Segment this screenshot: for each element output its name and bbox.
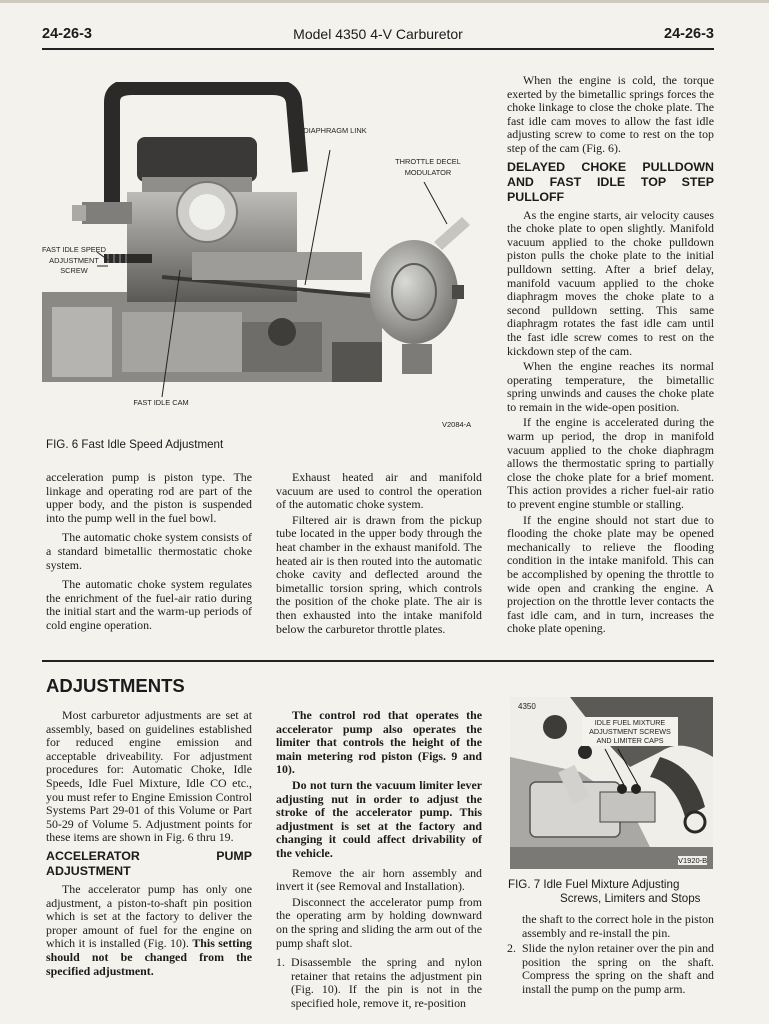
figure-6-caption: FIG. 6 Fast Idle Speed Adjustment (46, 438, 224, 451)
upper-column-1 (46, 471, 252, 635)
figure-7-code: V1920-B (678, 856, 708, 865)
section-heading-adjustments: ADJUSTMENTS (46, 675, 185, 696)
step-number: 2. (507, 941, 516, 956)
paragraph-bold: Do not turn the vacuum limiter lever adjusting nut in order to adjust the stroke of the accelerator pump. This adjustment is set at the factory and changing it could affect drivability of the vehicle. (276, 777, 482, 860)
paragraph: Exhaust heated air and manifold vacuum are used to control the operation of the automatic choke system. (276, 470, 482, 512)
step-text: Slide the nylon retainer over the pin and position the spring on the shaft. Compress the spring on the shaft and install the pump on the pump arm. (522, 941, 714, 996)
paragraph: Disconnect the accelerator pump from the operating arm by holding downward on the spring and sliding the arm out of the pump shaft slot. (276, 894, 482, 950)
callout-diaphragm-link: DIAPHRAGM LINK (303, 126, 367, 135)
paragraph: The automatic choke system consists of a standard bimetallic thermostatic choke system. (46, 530, 252, 572)
paragraph: the shaft to the correct hole in the piston assembly and re-install the pin. (522, 912, 714, 940)
paragraph (46, 883, 252, 978)
figure-7-caption-line-2: Screws, Limiters and Stops (560, 892, 701, 905)
figure-6-code: V2084-A (442, 420, 472, 429)
lower-column-3 (507, 913, 714, 999)
upper-column-3 (507, 74, 714, 638)
upper-column-2 (276, 471, 482, 638)
paragraph-bold-text: This setting should not be changed from the specified adjustment. (46, 936, 252, 978)
section-rule (42, 660, 714, 662)
paragraph-bold: The control rod that operates the accelerator pump also operates the limiter that controls the height of the main metering rod piston (Figs. 9 and 10). (276, 708, 482, 777)
lower-column-2 (276, 709, 482, 1012)
step-list (507, 942, 714, 996)
step-item (276, 956, 482, 1010)
section-heading-delayed-choke: DELAYED CHOKE PULLDOWN AND FAST IDLE TOP STEP PULLOFF (507, 159, 714, 204)
paragraph: When the engine is cold, the torque exerted by the bimetallic springs forces the choke linkage to close the choke plate. The fast idle cam moves to allow the fast idle adjusting screw to come to rest on the top step of the cam (Fig. 6). (507, 73, 714, 155)
page-title: Model 4350 4-V Carburetor (293, 26, 463, 42)
paragraph-text: The accelerator pump has only one adjustment, a piston-to-shaft pin position which is set at the factory to deliver the proper amount of fuel for the engine on which it is installed (Fig. 10). (46, 881, 252, 951)
callout-throttle-decel-modulator: THROTTLE DECEL MODULATOR (395, 157, 461, 177)
step-number: 1. (276, 955, 285, 970)
callout-fast-idle-screw: FAST IDLE SPEED ADJUSTMENT SCREW (42, 245, 106, 276)
paragraph: If the engine is accelerated during the warm up period, the drop in manifold vacuum applied to the choke diaphragm allows the thermostatic spring to partially close the choke plate for a brief moment. This action provides a richer fuel-air ratio to prevent engine stumble or stalling. (507, 415, 714, 512)
paragraph: acceleration pump is piston type. The linkage and operating rod are part of the upper body, and the piston is suspended into the pump well in the fuel bowl. (46, 470, 252, 525)
page-number-left: 24-26-3 (42, 26, 92, 42)
paragraph: Most carburetor adjustments are set at assembly, based on guidelines established for reduced engine emission and acceptable driveability. For adjustment procedures for: Automatic Choke, Idle Speeds, Idle Fuel Mixture, Idle CO etc., you must refer to Engine Emission Control Systems Part 29-01 of this Volume or Part 50-29 of Volume 5. Adjustment points for these items are shown in Fig. 6 thru 19. (46, 708, 252, 845)
step-item (507, 942, 714, 996)
paragraph: As the engine starts, air velocity causes the choke plate to open slightly. Manifold vacuum applied to the choke pulldown piston pulls the choke plate to the initial pulldown setting. After a brief delay, manifold vacuum applied to the choke diaphragm moves the choke plate to a second pulldown setting. This same diaphragm rotates the fast idle cam until the fast idle screw comes to rest on the kickdown step of the cam. (507, 207, 714, 358)
figure-7-model-label: 4350 (518, 702, 536, 711)
step-list (276, 956, 482, 1010)
section-heading-accelerator-pump: ACCELERATOR PUMP ADJUSTMENT (46, 848, 252, 878)
figure-7-caption (508, 878, 714, 906)
callout-fast-idle-cam: FAST IDLE CAM (133, 398, 189, 407)
paragraph: If the engine should not start due to flooding the choke plate may be opened mechanically to relieve the flooding condition in the intake manifold. This can be accomplished by opening the throttle to wide open and cranking the engine. A projection on the throttle lever contacts the fast idle cam, and in turn, increases the choke plate opening. (507, 512, 714, 636)
callout-idle-fuel-mixture: IDLE FUEL MIXTURE ADJUSTMENT SCREWS AND LIMITER CAPS (582, 717, 678, 746)
paragraph: The automatic choke system regulates the enrichment of the fuel-air ratio during the initial start and the warm-up periods of cold engine operation. (46, 577, 252, 632)
paragraph: When the engine reaches its normal operating temperature, the bimetallic spring unwinds and causes the choke plate to remain in the wide-open position. (507, 359, 714, 414)
paragraph: Remove the air horn assembly and invert it (see Removal and Installation). (276, 865, 482, 894)
figure-7-caption-line-1: FIG. 7 Idle Fuel Mixture Adjusting (508, 878, 680, 891)
step-text: Disassemble the spring and nylon retainer that retains the adjustment pin (Fig. 10). If the pin is not in the specified hole, remove it, re-position (291, 955, 482, 1010)
lower-column-1 (46, 709, 252, 980)
page-number-right: 24-26-3 (664, 26, 714, 42)
paragraph: Filtered air is drawn from the pickup tube located in the upper body through the heat chamber in the exhaust manifold. The heated air is then routed into the automatic choke cavity and deflected around the bimetallic torsion spring, which controls the position of the choke plate. The air is then exhausted into the intake manifold below the carburetor throttle plates. (276, 512, 482, 636)
